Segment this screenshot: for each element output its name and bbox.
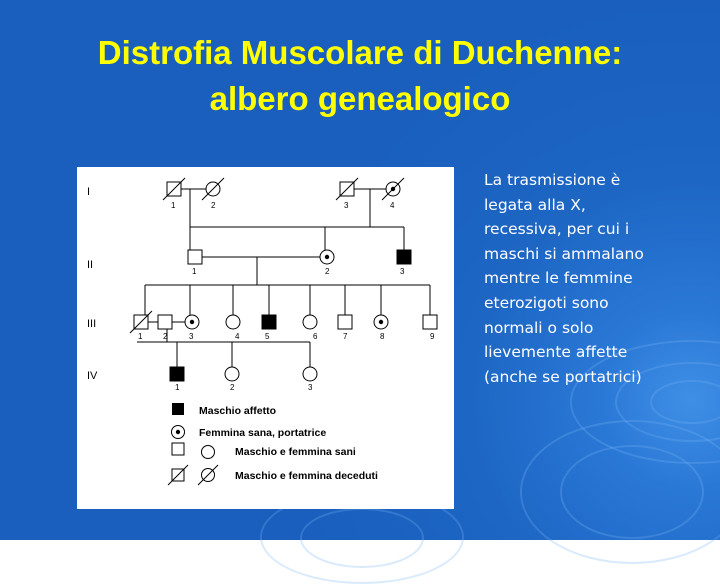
description-line: eterozigoti sono (484, 293, 609, 312)
legend-affected-male-symbol (172, 403, 184, 415)
title-line-2: albero genealogico (209, 80, 511, 117)
individual-IV-3 (303, 367, 317, 381)
slide-title (0, 30, 720, 122)
description-line: (anche se portatrici) (484, 367, 642, 386)
individual-number: 8 (380, 332, 385, 341)
legend-affected-male-label: Maschio affetto (199, 405, 277, 417)
legend-deceased-female-symbol (198, 465, 218, 485)
pedigree-panel (77, 167, 454, 509)
ripple-decoration (300, 508, 424, 568)
individual-IV-1 (170, 367, 184, 381)
individual-number: 7 (343, 332, 348, 341)
individual-number: 3 (344, 201, 349, 210)
legend-carrier-female-symbol (172, 426, 185, 439)
legend-carrier-female-label: Femmina sana, portatrice (199, 427, 327, 439)
legend-healthy-male-symbol (172, 443, 184, 455)
legend-deceased-male-symbol (168, 465, 188, 485)
pedigree-diagram (77, 167, 454, 509)
description-text (484, 168, 714, 389)
individual-number: 1 (175, 383, 180, 392)
description-line: legata alla X, (484, 195, 586, 214)
legend-healthy-label: Maschio e femmina sani (235, 446, 356, 458)
individual-III-4 (226, 315, 240, 329)
generation-label-II: II (87, 259, 94, 271)
individual-number: 9 (430, 332, 435, 341)
individual-IV-2 (225, 367, 239, 381)
individual-number: 2 (230, 383, 235, 392)
individual-number: 3 (189, 332, 194, 341)
individual-III-9 (423, 315, 437, 329)
individual-III-8 (374, 315, 388, 329)
individual-number: 3 (308, 383, 313, 392)
individual-III-7 (338, 315, 352, 329)
individual-number: 2 (211, 201, 216, 210)
individual-number: 1 (192, 267, 197, 276)
generation-label-III: III (87, 318, 97, 330)
description-line: La trasmissione è (484, 171, 621, 189)
individual-number: 2 (325, 267, 330, 276)
legend-deceased-label: Maschio e femmina deceduti (235, 470, 378, 482)
individual-III-3 (185, 315, 199, 329)
generation-label-I: I (87, 186, 91, 198)
legend (168, 403, 378, 485)
description-line: recessiva, per cui i (484, 220, 630, 239)
individual-II-3 (397, 250, 411, 264)
individual-number: 4 (390, 201, 395, 210)
individual-number: 4 (235, 332, 240, 341)
description-line: lievemente affette (484, 343, 628, 362)
individual-number: 1 (138, 332, 143, 341)
individual-number: 2 (163, 332, 168, 341)
individual-II-1 (188, 250, 202, 264)
individual-II-2 (320, 250, 334, 264)
individual-number: 6 (313, 332, 318, 341)
title-line-1: Distrofia Muscolare di Duchenne: (97, 34, 623, 71)
individual-number: 5 (265, 332, 270, 341)
individual-number: 1 (171, 201, 176, 210)
legend-healthy-female-symbol (202, 446, 215, 459)
ripple-decoration (560, 445, 704, 539)
description-line: normali o solo (484, 318, 594, 337)
individual-number: 3 (400, 267, 405, 276)
description-line: mentre le femmine (484, 269, 633, 288)
description-line: maschi si ammalano (484, 244, 644, 263)
individual-III-5 (262, 315, 276, 329)
individual-III-6 (303, 315, 317, 329)
generation-label-IV: IV (87, 370, 98, 382)
individual-III-2 (158, 315, 172, 329)
